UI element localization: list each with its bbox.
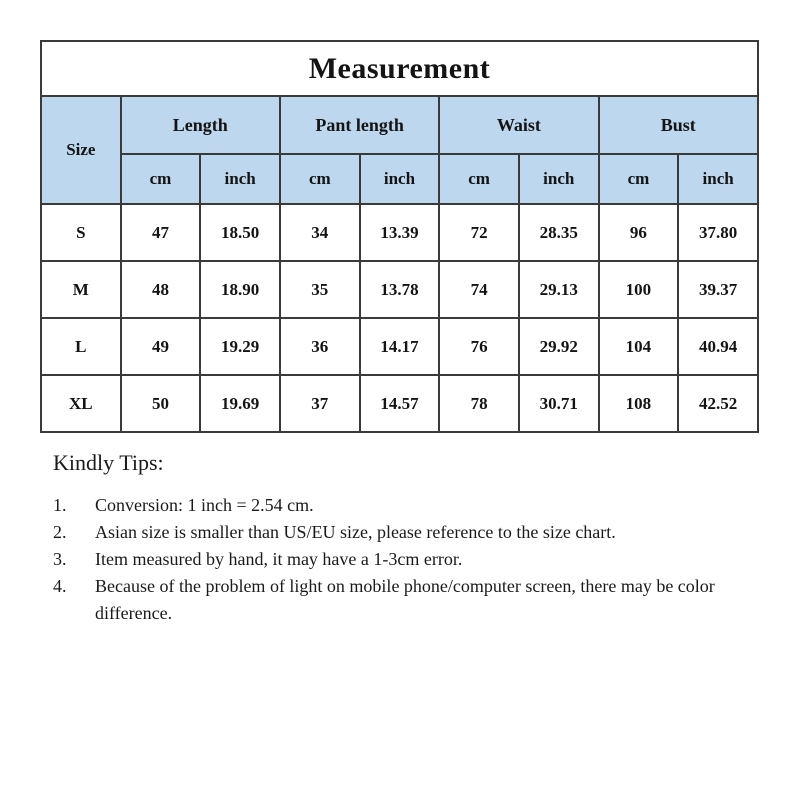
- tip-text: Asian size is smaller than US/EU size, please reference to the size chart.: [95, 522, 616, 542]
- tip-text: Conversion: 1 inch = 2.54 cm.: [95, 495, 314, 515]
- table-row: [41, 375, 758, 432]
- tip-number: 4.: [53, 576, 67, 596]
- table-row: [41, 318, 758, 375]
- unit-header-length-inch: inch: [200, 154, 280, 204]
- tip-item: [53, 519, 753, 546]
- table-title: Measurement: [41, 41, 758, 96]
- cell-value: 42.52: [678, 375, 758, 432]
- unit-header-waist-cm: cm: [439, 154, 519, 204]
- cell-value: 29.92: [519, 318, 599, 375]
- column-header-size: Size: [41, 96, 121, 204]
- cell-value: 13.39: [360, 204, 440, 261]
- tip-item: [53, 573, 753, 627]
- cell-value: 37: [280, 375, 360, 432]
- tip-number: 1.: [53, 495, 67, 515]
- tips-heading: Kindly Tips:: [53, 450, 164, 475]
- cell-value: 19.69: [200, 375, 280, 432]
- unit-header-waist-inch: inch: [519, 154, 599, 204]
- cell-value: 34: [280, 204, 360, 261]
- column-header-length: Length: [121, 96, 280, 154]
- cell-value: 49: [121, 318, 201, 375]
- size-label: S: [41, 204, 121, 261]
- tip-text: Because of the problem of light on mobile phone/computer screen, there may be color difference.: [95, 576, 715, 623]
- size-label: XL: [41, 375, 121, 432]
- cell-value: 47: [121, 204, 201, 261]
- cell-value: 18.90: [200, 261, 280, 318]
- size-label: L: [41, 318, 121, 375]
- cell-value: 50: [121, 375, 201, 432]
- cell-value: 29.13: [519, 261, 599, 318]
- cell-value: 19.29: [200, 318, 280, 375]
- cell-value: 13.78: [360, 261, 440, 318]
- cell-value: 14.17: [360, 318, 440, 375]
- cell-value: 100: [599, 261, 679, 318]
- size-label: M: [41, 261, 121, 318]
- cell-value: 76: [439, 318, 519, 375]
- cell-value: 40.94: [678, 318, 758, 375]
- tips-section: [53, 450, 753, 627]
- cell-value: 48: [121, 261, 201, 318]
- cell-value: 28.35: [519, 204, 599, 261]
- tip-item: [53, 492, 753, 519]
- unit-header-pant-inch: inch: [360, 154, 440, 204]
- cell-value: 104: [599, 318, 679, 375]
- tip-number: 2.: [53, 522, 67, 542]
- cell-value: 14.57: [360, 375, 440, 432]
- unit-header-bust-inch: inch: [678, 154, 758, 204]
- measurement-table: [40, 40, 759, 433]
- cell-value: 39.37: [678, 261, 758, 318]
- cell-value: 18.50: [200, 204, 280, 261]
- cell-value: 35: [280, 261, 360, 318]
- table-group-header-row: [41, 96, 758, 154]
- cell-value: 30.71: [519, 375, 599, 432]
- cell-value: 37.80: [678, 204, 758, 261]
- cell-value: 36: [280, 318, 360, 375]
- table-row: [41, 261, 758, 318]
- column-header-bust: Bust: [599, 96, 758, 154]
- cell-value: 96: [599, 204, 679, 261]
- unit-header-bust-cm: cm: [599, 154, 679, 204]
- unit-header-pant-cm: cm: [280, 154, 360, 204]
- cell-value: 74: [439, 261, 519, 318]
- column-header-pant-length: Pant length: [280, 96, 439, 154]
- table-title-row: [41, 41, 758, 96]
- cell-value: 108: [599, 375, 679, 432]
- column-header-waist: Waist: [439, 96, 598, 154]
- table-unit-header-row: [41, 154, 758, 204]
- tip-item: [53, 546, 753, 573]
- cell-value: 78: [439, 375, 519, 432]
- tip-text: Item measured by hand, it may have a 1-3cm error.: [95, 549, 463, 569]
- table-row: [41, 204, 758, 261]
- tip-number: 3.: [53, 549, 67, 569]
- cell-value: 72: [439, 204, 519, 261]
- unit-header-length-cm: cm: [121, 154, 201, 204]
